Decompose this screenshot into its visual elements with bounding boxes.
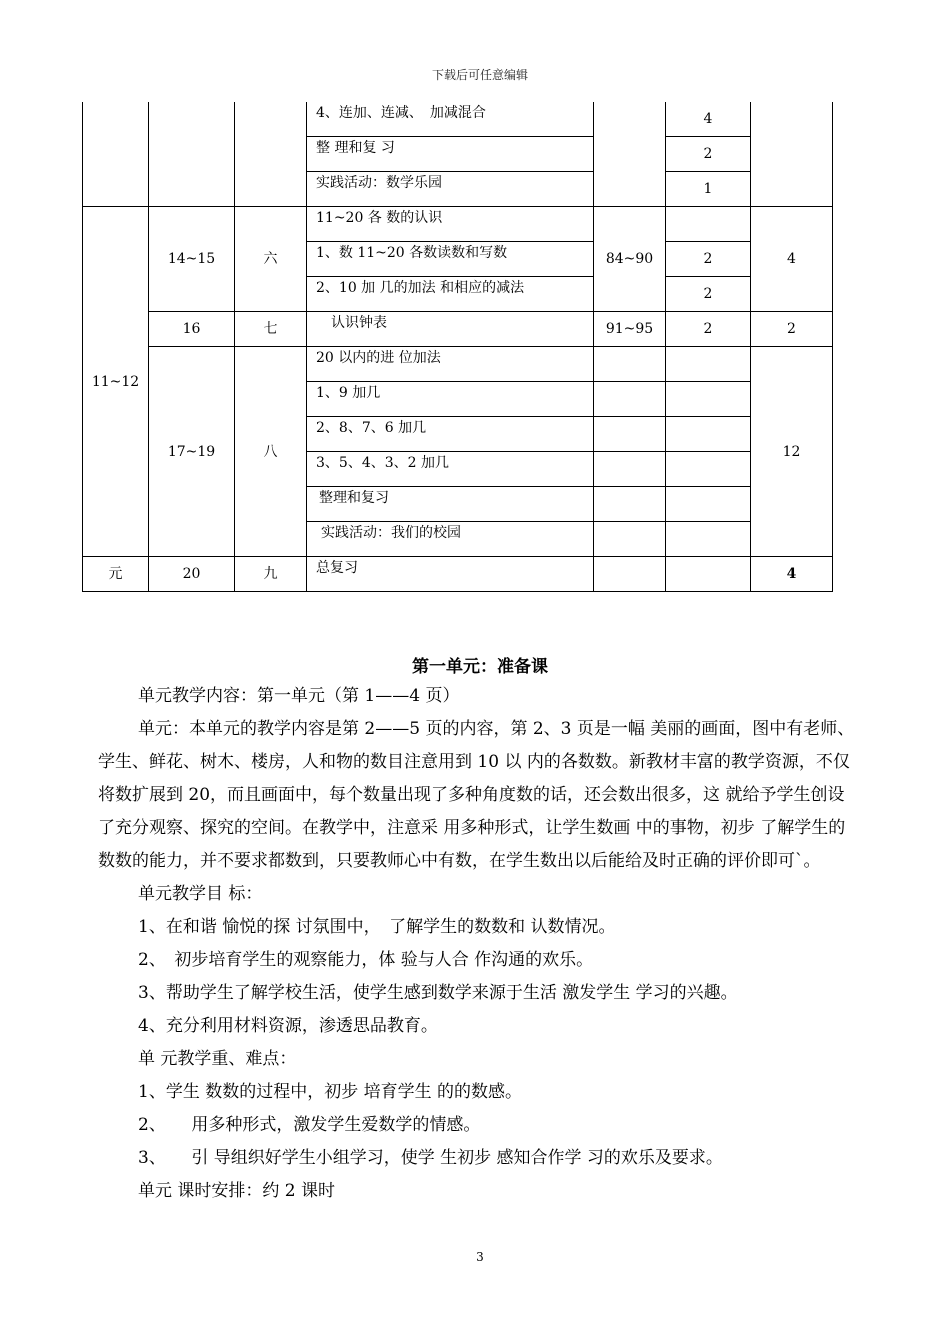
unit-cell: 六 — [235, 207, 307, 312]
table-cell — [594, 522, 666, 557]
table-cell: 11~20 各 数的认识 — [307, 207, 594, 242]
month-cell: 11~12 — [83, 207, 149, 557]
table-row — [83, 102, 833, 137]
month-cell: 元 — [83, 557, 149, 592]
table-cell — [594, 452, 666, 487]
total-cell: 4 — [751, 557, 833, 592]
table-cell — [666, 557, 751, 592]
table-cell — [751, 102, 833, 207]
total-cell: 2 — [751, 312, 833, 347]
week-cell: 14~15 — [149, 207, 235, 312]
table-cell — [666, 452, 751, 487]
paragraph: 3、帮助学生了解学校生活，使学生感到数学来源于生活 激发学生 学习的兴趣。 — [138, 983, 738, 1003]
table-cell — [594, 102, 666, 207]
table-cell — [666, 347, 751, 382]
table-cell: 2 — [666, 242, 751, 277]
unit-cell: 八 — [235, 347, 307, 557]
table-cell — [666, 382, 751, 417]
table-cell: 整 理和复 习 — [307, 137, 594, 172]
section-title: 第一单元：准备课 — [412, 657, 548, 677]
paragraph: 4、充分利用材料资源，渗透思品教育。 — [138, 1016, 438, 1036]
total-cell: 4 — [751, 207, 833, 312]
table-cell: 20 以内的进 位加法 — [307, 347, 594, 382]
table-cell: 2 — [666, 312, 751, 347]
table-cell: 2、8、7、6 加几 — [307, 417, 594, 452]
table-cell — [149, 102, 235, 207]
paragraph: 单元教学内容：第一单元（第 1——4 页） — [138, 686, 460, 706]
table-cell — [594, 417, 666, 452]
page-number: 3 — [476, 1250, 484, 1264]
table-cell — [666, 207, 751, 242]
paragraph: 2、 用多种形式，激发学生爱数学的情感。 — [138, 1115, 481, 1135]
table-cell: 1、数 11~20 各数读数和写数 — [307, 242, 594, 277]
paragraph: 2、 初步培育学生的观察能力，体 验与人合 作沟通的欢乐。 — [138, 950, 594, 970]
table-cell — [666, 417, 751, 452]
table-row — [83, 312, 833, 347]
table-cell — [594, 382, 666, 417]
schedule-table — [82, 102, 833, 592]
table-cell: 4 — [666, 102, 751, 137]
pages-cell: 84~90 — [594, 207, 666, 312]
table-cell: 2、10 加 几的加法 和相应的减法 — [307, 277, 594, 312]
paragraph: 单元教学目 标： — [138, 884, 263, 904]
week-cell: 20 — [149, 557, 235, 592]
paragraph: 单元：本单元的教学内容是第 2——5 页的内容，第 2、3 页是一幅 美丽的画面，图中有老师、学生、鲜花、树木、楼房，人和物的数目注意用到 10 以 内的各数数。新教材丰富的教学资源，不仅将数扩展到 20，而且画面中，每个数量出现了多种角度数的话，还会数出很多，这 就给予学生创设了充分观察、探究的空间。在教学中，注意采 用多种形式，让学生数画 中的事物，初步 了解学生的数数的能力，并不要求都数到，只要教师心中有数，在学生数出以后能给及时正确的评价即可`。 — [98, 719, 855, 871]
table-cell — [594, 557, 666, 592]
table-cell — [666, 487, 751, 522]
table-cell: 整理和复习 — [307, 487, 594, 522]
paragraph: 1、在和谐 愉悦的探 讨氛围中， 了解学生的数数和 认数情况。 — [138, 917, 616, 937]
paragraph: 1、学生 数数的过程中，初步 培育学生 的的数感。 — [138, 1082, 523, 1102]
paragraph: 单元 课时安排：约 2 课时 — [138, 1181, 336, 1201]
week-cell: 17~19 — [149, 347, 235, 557]
table-cell: 实践活动：我们的校园 — [307, 522, 594, 557]
week-cell: 16 — [149, 312, 235, 347]
table-cell: 1 — [666, 172, 751, 207]
total-cell: 12 — [751, 347, 833, 557]
paragraph: 单 元教学重、难点： — [138, 1049, 297, 1069]
table-cell: 2 — [666, 137, 751, 172]
table-cell: 4、连加、连减、 加减混合 — [307, 102, 594, 137]
table-cell — [83, 102, 149, 207]
unit-cell: 九 — [235, 557, 307, 592]
table-cell — [594, 487, 666, 522]
table-cell: 1、9 加几 — [307, 382, 594, 417]
table-row — [83, 347, 833, 382]
header-note: 下载后可任意编辑 — [431, 68, 528, 82]
table-cell — [666, 522, 751, 557]
table-cell: 实践活动：数学乐园 — [307, 172, 594, 207]
table-cell: 3、5、4、3、2 加几 — [307, 452, 594, 487]
table-row — [83, 207, 833, 242]
table-cell — [594, 347, 666, 382]
table-row — [83, 557, 833, 592]
table-cell: 2 — [666, 277, 751, 312]
unit-cell: 七 — [235, 312, 307, 347]
table-cell: 总复习 — [307, 557, 594, 592]
table-cell: 认识钟表 — [307, 312, 594, 347]
table-cell — [235, 102, 307, 207]
paragraph: 3、 引 导组织好学生小组学习，使学 生初步 感知合作学 习的欢乐及要求。 — [138, 1148, 723, 1168]
body-text — [98, 680, 860, 1208]
pages-cell: 91~95 — [594, 312, 666, 347]
